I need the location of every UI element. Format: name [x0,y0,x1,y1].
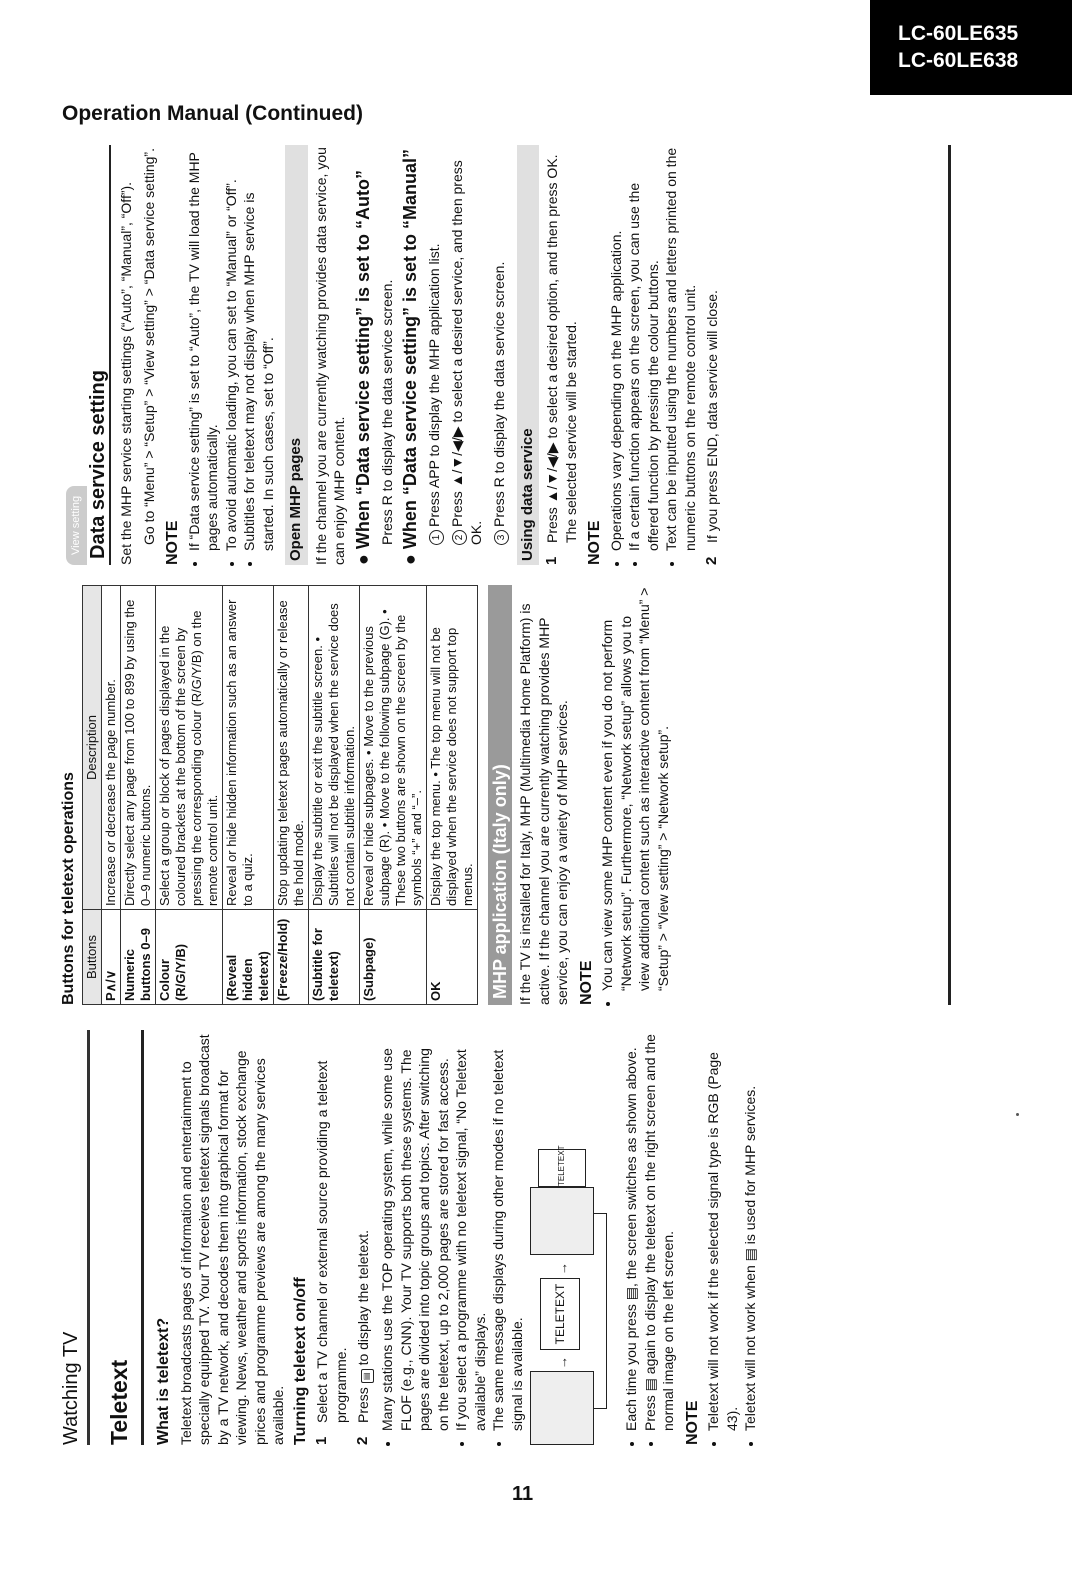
buttons-table [82,585,478,1005]
description-cell: Display the subtitle or exit the subtitle screen. • Subtitles will not be displayed when the service does not contain subtitle information. [308,586,359,910]
note-list [607,145,700,565]
data-service-heading: Data service setting [87,145,112,565]
manual-heading-text: When “Data service setting” is set to “Manual” [400,149,420,550]
section-watching-tv: Watching TV [60,1331,82,1445]
arrow-right-icon: → [555,1356,570,1369]
manual-step-text: Press ▲/▼/◀/▶ to select a desired service, and then press OK. [449,160,484,545]
list-item [425,145,444,545]
button-cell: P∧/∨ [101,910,120,1005]
note-list [704,1030,760,1445]
mhp-banner: MHP application (Italy only) [488,585,513,1005]
table-row [120,586,155,1005]
turning-step-2 [354,1030,374,1445]
step-number: 1 [313,1436,330,1445]
using-step-1 [543,145,580,565]
using-data-service-heading: Using data service [517,145,540,565]
description-cell: Increase or decrease the page number. [101,586,120,910]
step-number: 2 [703,556,720,565]
description-cell: Reveal or hide hidden information such as an answer to a quiz. [222,586,273,910]
step-text: If you press END, data service will close. [704,290,720,543]
column-data-service [60,145,726,565]
scan-dot [1016,1113,1019,1116]
step-number: 1 [543,556,560,565]
list-item [490,145,509,545]
list-item: • Many stations use the TOP operating system, while some use FLOF (e.g., CNN). Your TV supports both these systems. The pages are divided into topic groups and topics. After switching on the teletext, up to 2,000 pages are stored for fast access. [378,1030,452,1431]
step-text: Select a TV channel or external source providing a teletext programme. [314,1060,349,1423]
list-item: • If “Data service setting” is set to “Auto”, the TV will load the MHP pages automatically. [185,145,222,551]
step-text-post: to display the teletext. [355,1230,371,1366]
note-title: NOTE [586,520,603,565]
model-name-1: LC-60LE635 [898,22,1019,45]
loop-back-arrow [594,1213,607,1409]
button-cell: (Subpage) [359,910,426,1005]
manual-step-text: Press R to display the data service screen. [490,261,507,527]
table-row [308,586,359,1005]
step-number: 2 [354,1436,371,1445]
list-item: • Text can be inputted using the numbers and letters printed on the numeric buttons on the remote control unit. [662,145,699,551]
list-item: • You can view some MHP content even if you do not perform “Network setup”. Furthermore, “Network setup” allows you to view additional content such as interactive content from “Menu” > “Setup” > “View setting” > “Network setup”. [598,585,672,991]
description-cell: Display the top menu. • The top menu will not be displayed when the service does not support top menus. [426,586,477,910]
description-cell: Select a group or block of pages displayed in the coloured brackets at the bottom of the screen by pressing the corresponding colour (R/G/Y/B) on the remote control unit. [155,586,222,910]
data-service-body: Set the MHP service starting settings (“Auto”, “Manual”, “Off”). [118,181,134,565]
teletext-body [155,1030,764,1445]
model-name-2: LC-60LE638 [898,49,1019,72]
tv-image-thumbnail [530,1371,594,1445]
table-header-row [82,586,101,1005]
description-cell: Stop updating teletext pages automatically or release the hold mode. [273,586,308,910]
step-text: Press ▲/▼/◀/▶ to select a desired option, and then press OK. The selected service will be started. [544,154,579,543]
open-mhp-body: If the channel you are currently watching provides data service, you can enjoy MHP content. [312,147,347,565]
what-is-heading: What is teletext? [155,1317,172,1445]
note-list [598,585,672,1005]
teletext-heading: Teletext [106,1359,132,1445]
list-item: • Teletext will not work when ▤ is used for MHP services. [741,1030,760,1431]
list-item: • The same message displays during other modes if no teletext signal is available. [489,1030,526,1431]
button-cell: (Freeze/Hold) [273,910,308,1005]
column-buttons-mhp [60,585,676,1005]
mhp-body: If the TV is installed for Italy, MHP (Multimedia Home Platform) is active. If the channel you are currently watching provides MHP service, you can enjoy a variety of MHP services. [517,603,570,1005]
list-item: • If you select a programme with no teletext signal, “No Teletext available” displays. [452,1030,489,1431]
button-cell: Numeric buttons 0–9 [120,910,155,1005]
step-circle-icon: 1 [429,530,444,545]
note-list [185,145,278,565]
manual-step-text: Press APP to display the MHP application list. [426,243,442,527]
step-circle-icon: 3 [494,530,509,545]
list-item: • Teletext will not work if the selected signal type is RGB (Page 43). [704,1030,741,1431]
auto-heading-text: When “Data service setting” is set to “Auto” [352,170,373,550]
manual-steps [425,145,509,565]
button-cell: (Reveal hidden teletext) [222,910,273,1005]
split-teletext-box: TELETEXT [538,1149,586,1187]
table-row [426,586,477,1005]
column-header-buttons: Buttons [82,910,101,1005]
turning-step-1 [313,1030,350,1445]
what-is-body: Teletext broadcasts pages of information and entertainment to specially equipped TV. Your TV receives teletext signals broadcast by a TV network, and decodes them into graphical format for viewing. News, weather and sports information, stock exchange prices and programme previews are among the many services available. [177,1034,286,1445]
auto-body: Press R to display the data service screen. [378,279,395,545]
description-cell: Reveal or hide subpages. • Move to the previous subpage (R). • Move to the following subpage (G). • These two buttons are shown on the screen by the symbols “+” and “–”. [359,586,426,910]
list-item: • To avoid automatic loading, you can set to “Manual” or “Off”. [222,145,241,551]
turning-bullets [378,1030,526,1445]
data-service-goto: Go to “Menu” > “Setup” > “View setting” > “Data service setting”. [140,148,157,545]
button-cell: (Subtitle for teletext) [308,910,359,1005]
page-number: 11 [512,1483,534,1505]
note-title: NOTE [683,1400,701,1445]
step-text-pre: Press [355,1387,371,1423]
view-setting-tab: View setting [66,486,87,565]
teletext-screen-box: TELETEXT [540,1278,580,1350]
table-row [101,586,120,1005]
table-row [273,586,308,1005]
button-cell: Colour (R/G/Y/B) [155,910,222,1005]
column-rule-left [141,1030,144,1445]
description-cell: Directly select any page from 100 to 899 by using the 0–9 numeric buttons. [120,586,155,910]
column-header-description: Description [82,586,101,910]
rotated-page-content [60,145,985,1445]
table-row [155,586,222,1005]
split-image-thumbnail [530,1187,594,1255]
step-circle-icon: 2 [452,530,467,545]
list-item: • Press ▤ again to display the teletext on the right screen and the normal image on the left screen. [641,1030,678,1431]
column-rule-right [948,145,951,1005]
manual-heading: ● When “Data service setting” is set to “Manual” [400,149,420,565]
list-item: • Each time you press ▤, the screen switches as shown above. [622,1030,641,1431]
open-mhp-heading: Open MHP pages [285,145,308,565]
teletext-switch-diagram [530,1030,614,1445]
arrow-right-icon: → [555,1262,570,1275]
note-title: NOTE [164,520,181,565]
list-item: • Subtitles for teletext may not display when MHP service is started. In such cases, set to “Off”. [240,145,277,551]
step-text [354,1230,374,1423]
button-cell: OK [426,910,477,1005]
after-diagram-bullets [622,1030,678,1445]
list-item [448,145,486,545]
teletext-button-icon: ▤ [361,1369,374,1383]
manual-title: Operation Manual (Continued) [62,102,363,125]
list-item: • If a certain function appears on the screen, you can use the offered function by pressing the colour buttons. [625,145,662,551]
turning-heading: Turning teletext on/off [291,1277,309,1445]
auto-heading: ● When “Data service setting” is set to “Auto” [352,170,373,565]
table-row [359,586,426,1005]
list-item: • Operations vary depending on the MHP application. [607,145,626,551]
using-step-2 [703,145,722,565]
buttons-table-title: Buttons for teletext operations [60,772,77,1005]
note-title: NOTE [577,960,595,1005]
model-badge [870,0,1072,95]
section-underline [87,1030,90,1445]
table-row [222,586,273,1005]
